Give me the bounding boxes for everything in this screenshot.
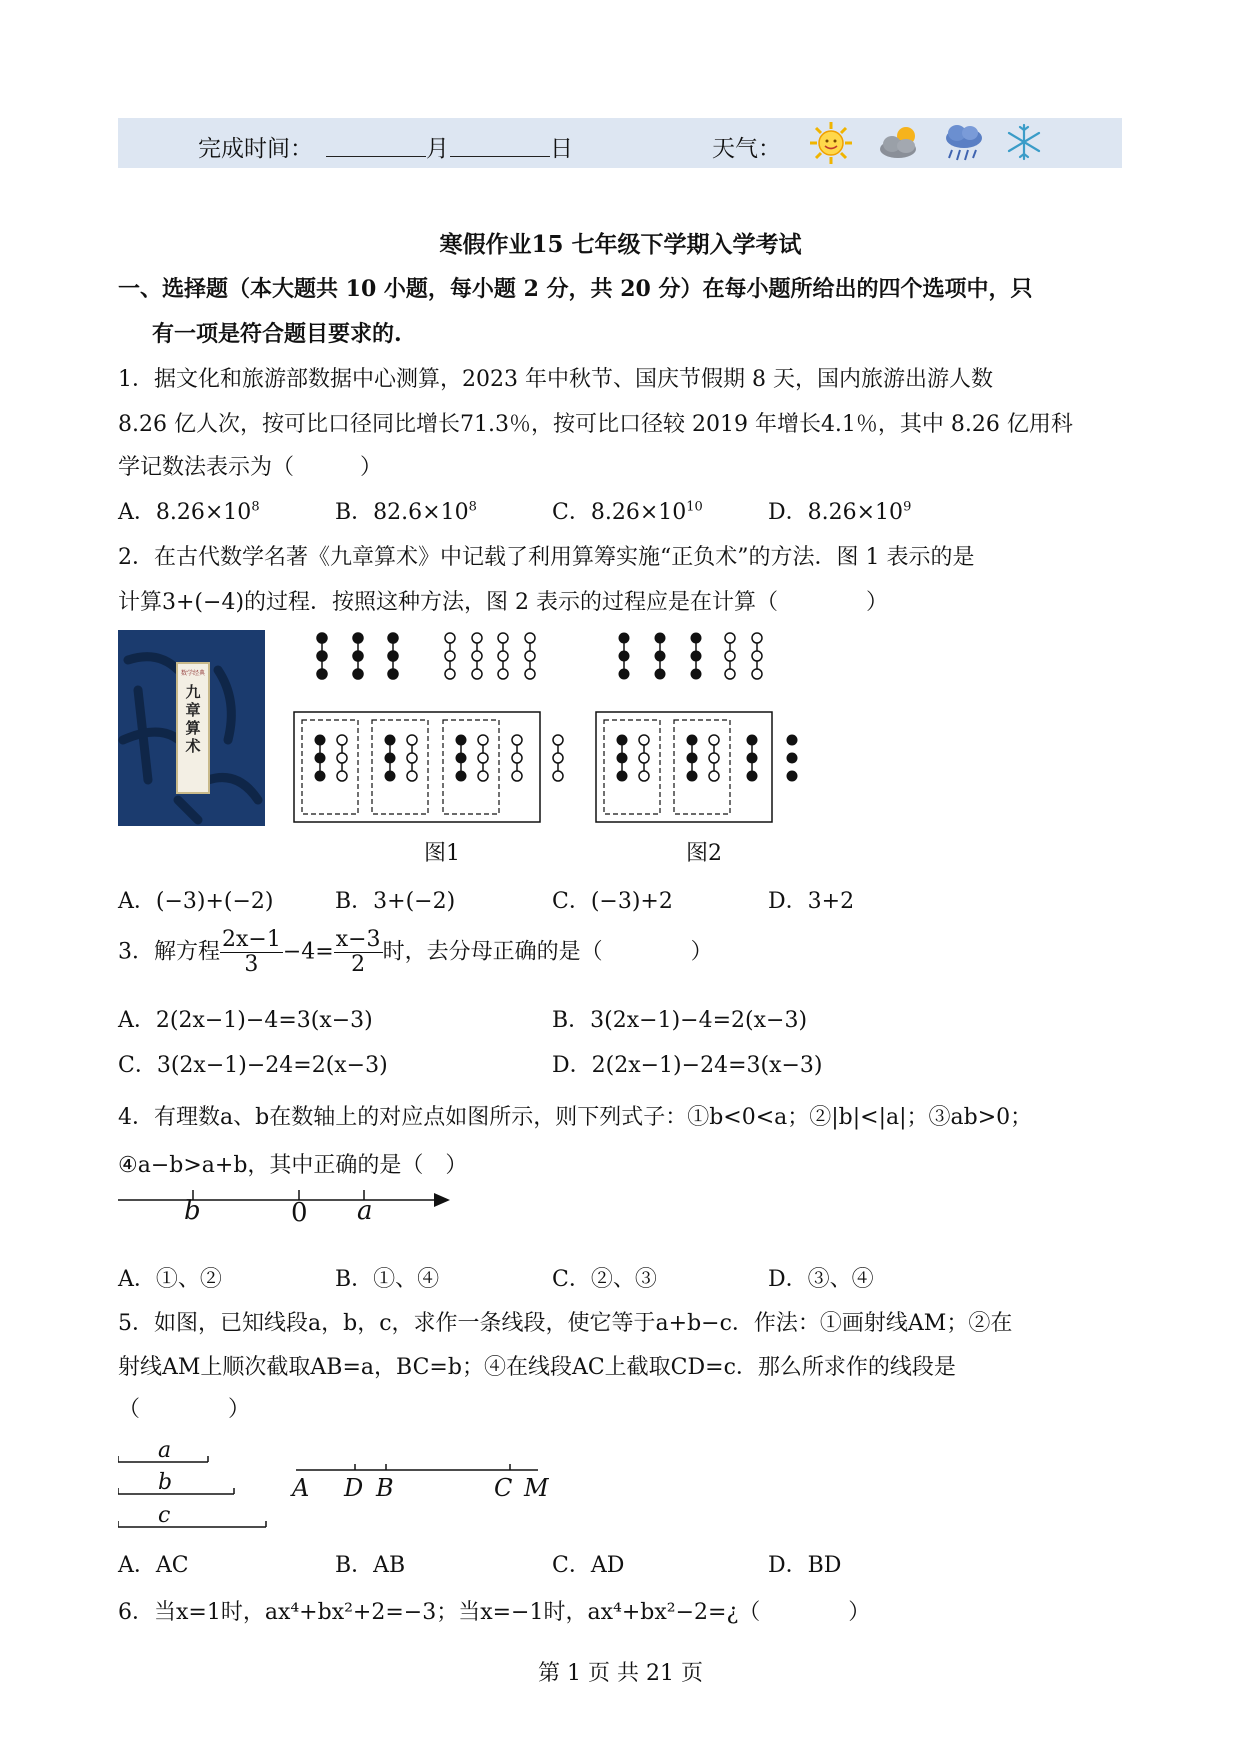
time-label: 完成时间： [198,136,313,162]
q3-option-b[interactable]: B．3(2x−1)−4=2(x−3) [552,1008,808,1033]
q3-prefix: 3．解方程 [118,939,220,965]
book-title-label [176,662,210,794]
book-series: 数学经典 [180,670,205,677]
q5-line1: 5．如图，已知线段a，b，c，求作一条线段，使它等于a+b−c．作法：①画射线AM；②在 [118,1311,1013,1336]
axis-label-0: 0 [291,1198,308,1228]
q5-line2: 射线AM上顺次截取AB=a，BC=b；④在线段AC上截取CD=c．那么所求作的线段是 [118,1355,956,1380]
weather-label: 天气： [712,136,781,162]
partly-cloudy-icon [876,122,926,164]
segment-label-b: b [158,1470,173,1495]
q2-line1: 2．在古代数学名著《九章算术》中记载了利用算筹实施“正负术”的方法．图 1 表示的是 [118,545,975,570]
ray-label-A: A [292,1474,310,1502]
segment-label-c: c [158,1503,171,1528]
fig1-top-black-rods [317,633,398,679]
q4-option-d[interactable]: D．③、④ [768,1267,874,1292]
q1-option-d[interactable]: D．$8.26\times 10^9$ [768,499,912,525]
q5-line3: （ ） [118,1397,251,1422]
section-heading-cont: 有一项是符合题目要求的. [152,321,402,347]
q2-option-b[interactable]: B．3+(−2) [335,889,456,914]
q5-option-b[interactable]: B．AB [335,1553,406,1578]
month-label: 月 [426,136,449,162]
day-label: 日 [550,136,573,162]
snowflake-icon [1004,122,1044,162]
q4-option-a[interactable]: A．①、② [118,1267,222,1292]
ray-label-D: D [344,1474,364,1502]
q5-option-a[interactable]: A．AC [118,1553,189,1578]
q2-option-c[interactable]: C．(−3)+2 [552,889,673,914]
figure-1-counting-rods [290,628,570,828]
axis-label-b: b [184,1196,201,1226]
ray-label-B: B [376,1474,394,1502]
q1-line3: 学记数法表示为（ ） [118,455,383,480]
header-banner [118,118,1122,168]
figure-2-caption: 图2 [686,841,722,866]
segments-figure [118,1440,558,1530]
rain-icon [940,120,988,166]
figure-2-counting-rods [592,628,812,828]
q6-line: 6．当x=1时，ax⁴+bx²+2=−3；当x=−1时，ax⁴+bx²−2=¿（ ） [118,1600,871,1625]
q3-fraction-2: $\frac{x-3}{2}$ [335,927,381,978]
page-footer: 第 1 页 共 21 页 [538,1661,703,1686]
axis-label-a: a [357,1196,373,1226]
q2-option-d[interactable]: D．3+2 [768,889,855,914]
q3-line [118,928,713,977]
q4-option-b[interactable]: B．①、④ [335,1267,440,1292]
book-title: 九章算术 [185,683,201,755]
q5-option-d[interactable]: D．BD [768,1553,842,1578]
ray-label-C: C [494,1474,513,1502]
q1-line2: 8.26 亿人次，按可比口径同比增长71.3％，按可比口径较 2019 年增长4.1％，其中 8.26 亿用科 [118,412,1073,437]
q3-option-d[interactable]: D．2(2x−1)−24=3(x−3) [552,1053,823,1078]
q3-suffix: 时，去分母正确的是（ ） [382,939,713,965]
month-blank [326,156,426,157]
q1-option-b[interactable]: B．$82.6\times 10^8$ [335,499,477,525]
page-title: 寒假作业15 七年级下学期入学考试 [439,231,802,258]
sun-icon [808,120,854,166]
figure-1-caption: 图1 [424,841,460,866]
segment-label-a: a [158,1438,172,1463]
q5-option-c[interactable]: C．AD [552,1553,625,1578]
q3-mid: −4= [282,939,334,965]
q2-line2: 计算3+(−4)的过程．按照这种方法，图 2 表示的过程应是在计算（ ） [118,590,889,615]
q4-line2: ④a−b>a+b，其中正确的是（ ） [118,1153,468,1178]
q4-line1: 4．有理数a、b在数轴上的对应点如图所示，则下列式子：①b<0<a；②|b|<|a|；③ab>0； [118,1105,1033,1130]
q3-fraction-1: $\frac{2x-1}{3}$ [222,927,281,978]
q3-option-a[interactable]: A．2(2x−1)−4=3(x−3) [118,1008,373,1033]
q1-line1: 1．据文化和旅游部数据中心测算，2023 年中秋节、国庆节假期 8 天，国内旅游出游人数 [118,367,993,392]
q2-option-a[interactable]: A．(−3)+(−2) [118,889,274,914]
q1-option-c[interactable]: C．$8.26\times 10^{10}$ [552,499,703,525]
book-cover-image [118,630,265,826]
section-heading: 一、选择题（本大题共 10 小题，每小题 2 分，共 20 分）在每小题所给出的四个选项中，只 [118,276,1033,302]
number-line-figure [118,1180,458,1250]
q1-option-a[interactable]: A．$8.26\times 10^8$ [118,499,260,525]
q4-option-c[interactable]: C．②、③ [552,1267,657,1292]
day-blank [450,156,550,157]
ray-label-M: M [524,1474,549,1502]
q3-option-c[interactable]: C．3(2x−1)−24=2(x−3) [118,1053,388,1078]
